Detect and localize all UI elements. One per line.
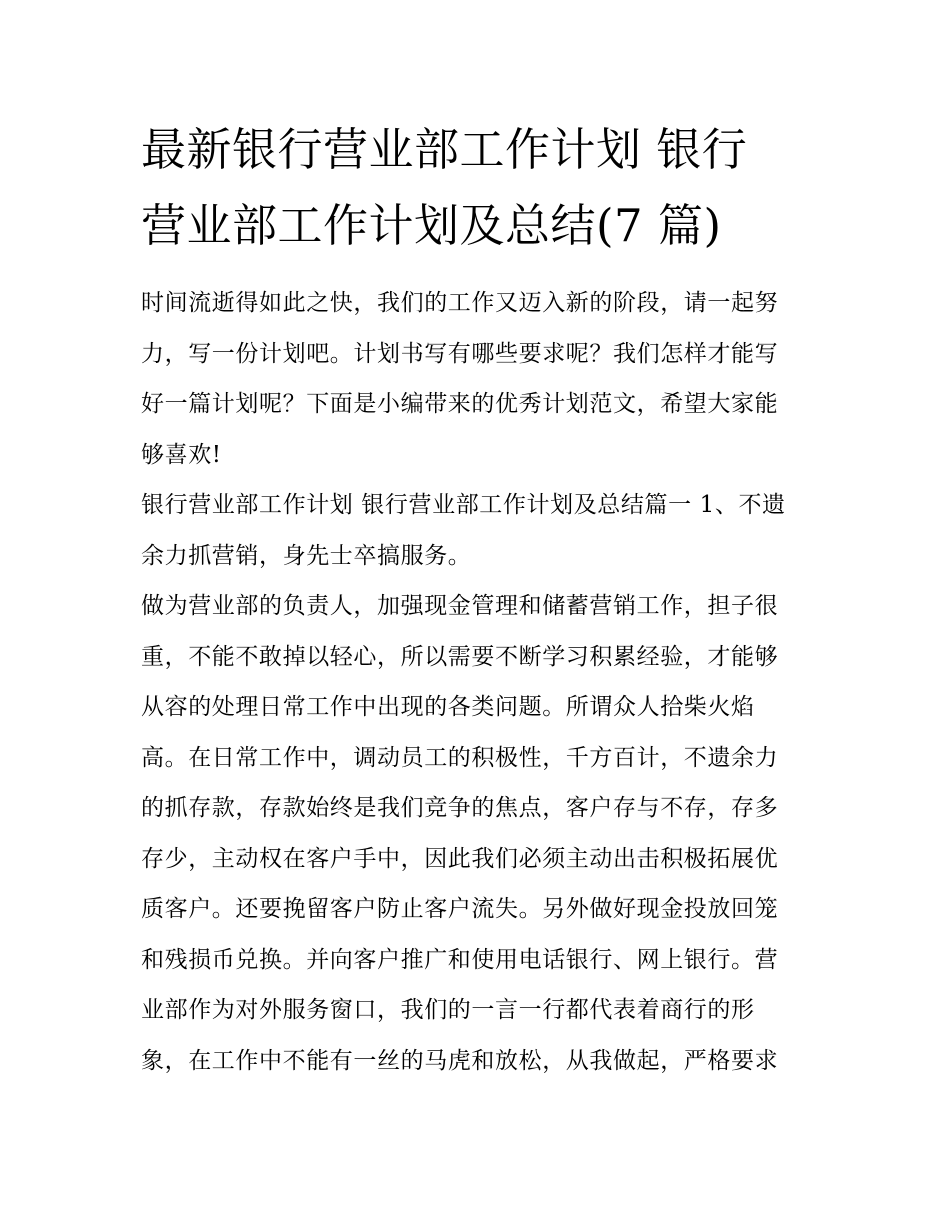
text-line: 业部作为对外服务窗口，我们的一言一行都代表着商行的形 xyxy=(141,997,755,1023)
document-title xyxy=(141,112,813,264)
text-line: 力，写一份计划吧。计划书写有哪些要求呢？我们怎样才能写 xyxy=(141,340,779,367)
text-line: 高。在日常工作中，调动员工的积极性，千方百计，不遗余力 xyxy=(141,744,779,771)
section-heading-paragraph xyxy=(141,480,813,581)
text-line: 余力抓营销，身先士卒搞服务。 xyxy=(141,542,472,569)
text-line: 和残损币兑换。并向客户推广和使用电话银行、网上银行。营 xyxy=(141,946,779,973)
text-line: 质客户。还要挽留客户防止客户流失。另外做好现金投放回笼 xyxy=(141,896,779,922)
text-line: 从容的处理日常工作中出现的各类问题。所谓众人拾柴火焰 xyxy=(141,694,755,720)
document-body xyxy=(141,112,813,1086)
text-line: 银行营业部工作计划 银行营业部工作计划及总结篇一 1、不遗 xyxy=(141,492,786,518)
text-line: 象，在工作中不能有一丝的马虎和放松，从我做起，严格要求 xyxy=(141,1047,779,1074)
text-line: 的抓存款，存款始终是我们竞争的焦点，客户存与不存，存多 xyxy=(141,795,779,821)
text-line: 够喜欢! xyxy=(141,441,222,468)
body-paragraph xyxy=(141,581,813,1086)
text-line: 重，不能不敢掉以轻心，所以需要不断学习积累经验，才能够 xyxy=(141,643,779,670)
intro-paragraph xyxy=(141,278,813,480)
text-line: 做为营业部的负责人，加强现金管理和储蓄营销工作，担子很 xyxy=(141,593,779,619)
title-line: 营业部工作计划及总结(7 篇) xyxy=(141,199,722,252)
text-line: 时间流逝得如此之快，我们的工作又迈入新的阶段，请一起努 xyxy=(141,290,779,316)
text-line: 存少，主动权在客户手中，因此我们必须主动出击积极拓展优 xyxy=(141,845,779,872)
title-line: 最新银行营业部工作计划 银行 xyxy=(141,123,748,176)
text-line: 好一篇计划呢？下面是小编带来的优秀计划范文，希望大家能 xyxy=(141,391,779,417)
